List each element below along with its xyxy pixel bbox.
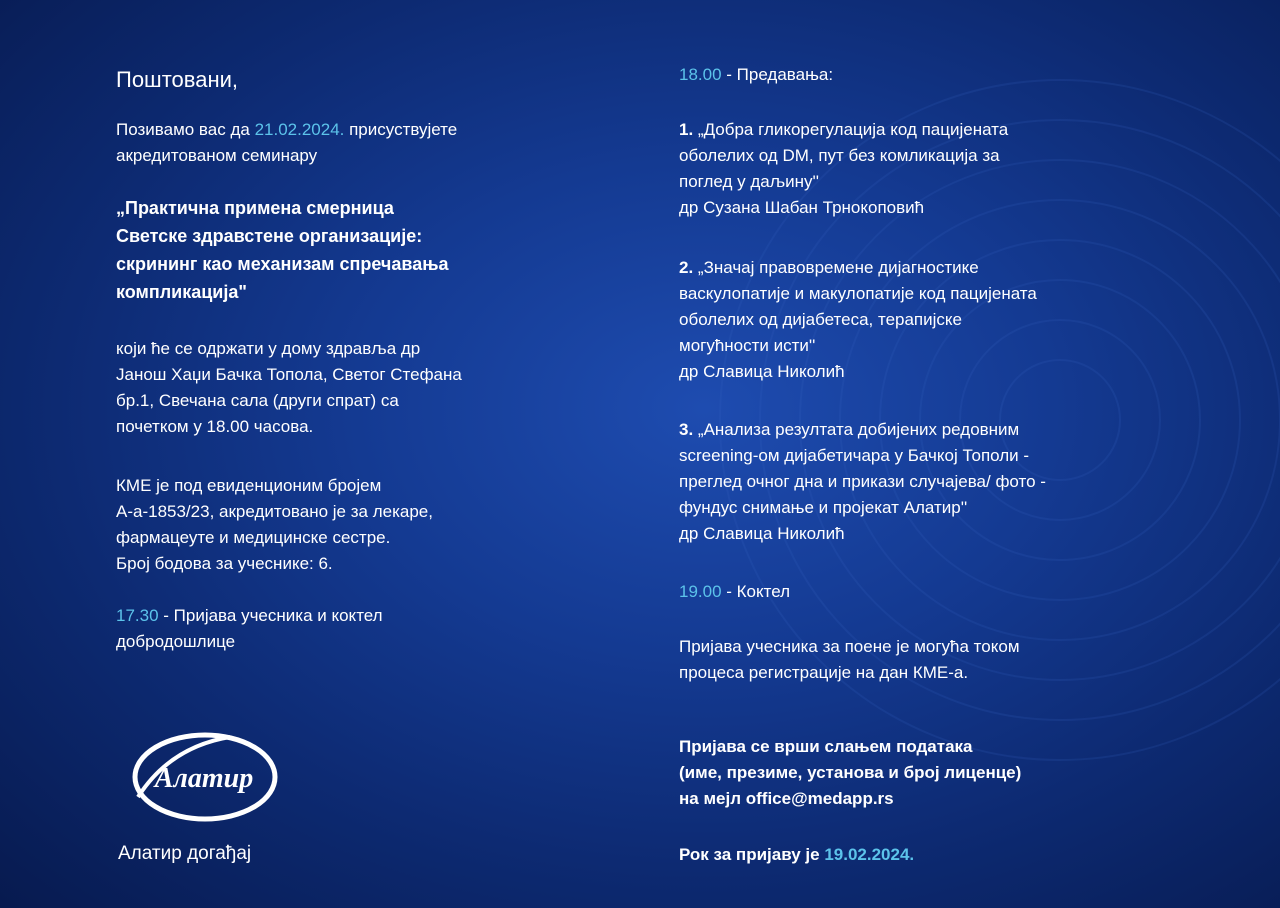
kme-line: А-а-1853/23, акредитовано је за лекаре, <box>116 502 433 521</box>
registration-line <box>116 603 383 629</box>
alatir-logo <box>130 727 280 827</box>
lecture-number: 3. <box>679 420 694 439</box>
apply-line: (име, презиме, установа и број лиценце) <box>679 763 1022 782</box>
lecture-title-line: screening-ом дијабетичара у Бачкој Тополи - <box>679 446 1030 465</box>
apply-line: Пријава се врши слањем података <box>679 737 973 756</box>
lectures-label: - Предавања: <box>721 65 834 84</box>
lecture-line <box>679 417 1046 443</box>
email-link[interactable]: office@medapp.rs <box>745 789 894 808</box>
venue-line: Јанош Хаџи Бачка Топола, Светог Стефана <box>116 365 462 384</box>
registration-time: 17.30 <box>116 606 159 625</box>
kme-line: КМЕ је под евиденционим бројем <box>116 476 382 495</box>
lecture-title-line: „Добра гликорегулација код пацијената <box>697 120 1009 139</box>
lecture-number: 1. <box>679 120 694 139</box>
kme-block <box>116 473 433 577</box>
registration-text: - Пријава учесника и коктел <box>158 606 383 625</box>
venue-line: бр.1, Свечана сала (други спрат) са <box>116 391 399 410</box>
greeting: Поштовани, <box>116 67 238 92</box>
seminar-date: 21.02.2024. <box>254 120 345 139</box>
lecture-title-line: оболелих од DM, пут без комликација за <box>679 146 1000 165</box>
lecture-title-line: „Значај правовремене дијагностике <box>697 258 979 277</box>
lecture-title-line: васкулопатије и макулопатије код пацијената <box>679 284 1037 303</box>
kme-line: фармацеуте и медицинске сестре. <box>116 528 391 547</box>
invite-pre: Позивамо вас да <box>116 120 255 139</box>
lecture-title-line: оболелих од дијабетеса, терапијске <box>679 310 962 329</box>
cocktail-block <box>679 579 790 605</box>
email-prefix: на мејл <box>679 789 746 808</box>
deadline-label: Рок за пријаву је <box>679 845 825 864</box>
lecture-number: 2. <box>679 258 694 277</box>
venue-line: почетком у 18.00 часова. <box>116 417 314 436</box>
apply-info <box>679 734 1021 812</box>
invite-post: присуствујете <box>344 120 458 139</box>
invite-line-2: акредитованом семинару <box>116 146 318 165</box>
seminar-title <box>116 194 449 306</box>
logo-text: Алатир <box>154 763 254 794</box>
lecture-title-line: фундус снимање и пројекат Алатир'' <box>679 498 968 517</box>
lecture-speaker: др Славица Николић <box>679 524 845 543</box>
logo-caption: Алатир догађај <box>118 843 252 864</box>
title-line: „Практична примена смерница <box>116 198 394 218</box>
email-line <box>679 786 1021 812</box>
points-line: Пријава учесника за поене је могућа током <box>679 637 1020 656</box>
lecture-title-line: „Анализа резултата добијених редовним <box>697 420 1020 439</box>
title-line: Светске здравстене организације: <box>116 226 423 246</box>
lecture-line <box>679 255 1037 281</box>
lecture-2 <box>679 255 1037 385</box>
deadline <box>679 842 914 868</box>
venue-block <box>116 336 462 440</box>
lecture-speaker: др Славица Николић <box>679 362 845 381</box>
lectures-header <box>679 62 833 88</box>
lecture-title-line: поглед у даљину'' <box>679 172 820 191</box>
invite-block <box>116 117 457 169</box>
title-line: компликација" <box>116 282 247 302</box>
registration-line-2: добродошлице <box>116 632 236 651</box>
lecture-title-line: могућности исти'' <box>679 336 816 355</box>
points-line: процеса регистрације на дан КМЕ-а. <box>679 663 969 682</box>
lecture-line <box>679 117 1008 143</box>
venue-line: који ће се одржати у дому здравља др <box>116 339 421 358</box>
lecture-title-line: преглед очног дна и прикази случајева/ фото - <box>679 472 1046 491</box>
invite-line <box>116 117 457 143</box>
points-info <box>679 634 1020 686</box>
lectures-time: 18.00 <box>679 65 722 84</box>
lecture-1 <box>679 117 1008 221</box>
deadline-date: 19.02.2024. <box>824 845 915 864</box>
registration-block <box>116 603 383 655</box>
lecture-speaker: др Сузана Шабан Трнокоповић <box>679 198 925 217</box>
cocktail-time: 19.00 <box>679 582 722 601</box>
kme-line: Број бодова за учеснике: 6. <box>116 554 333 573</box>
lecture-3 <box>679 417 1046 547</box>
title-line: скрининг као механизам спречавања <box>116 254 449 274</box>
cocktail-label: - Коктел <box>721 582 791 601</box>
